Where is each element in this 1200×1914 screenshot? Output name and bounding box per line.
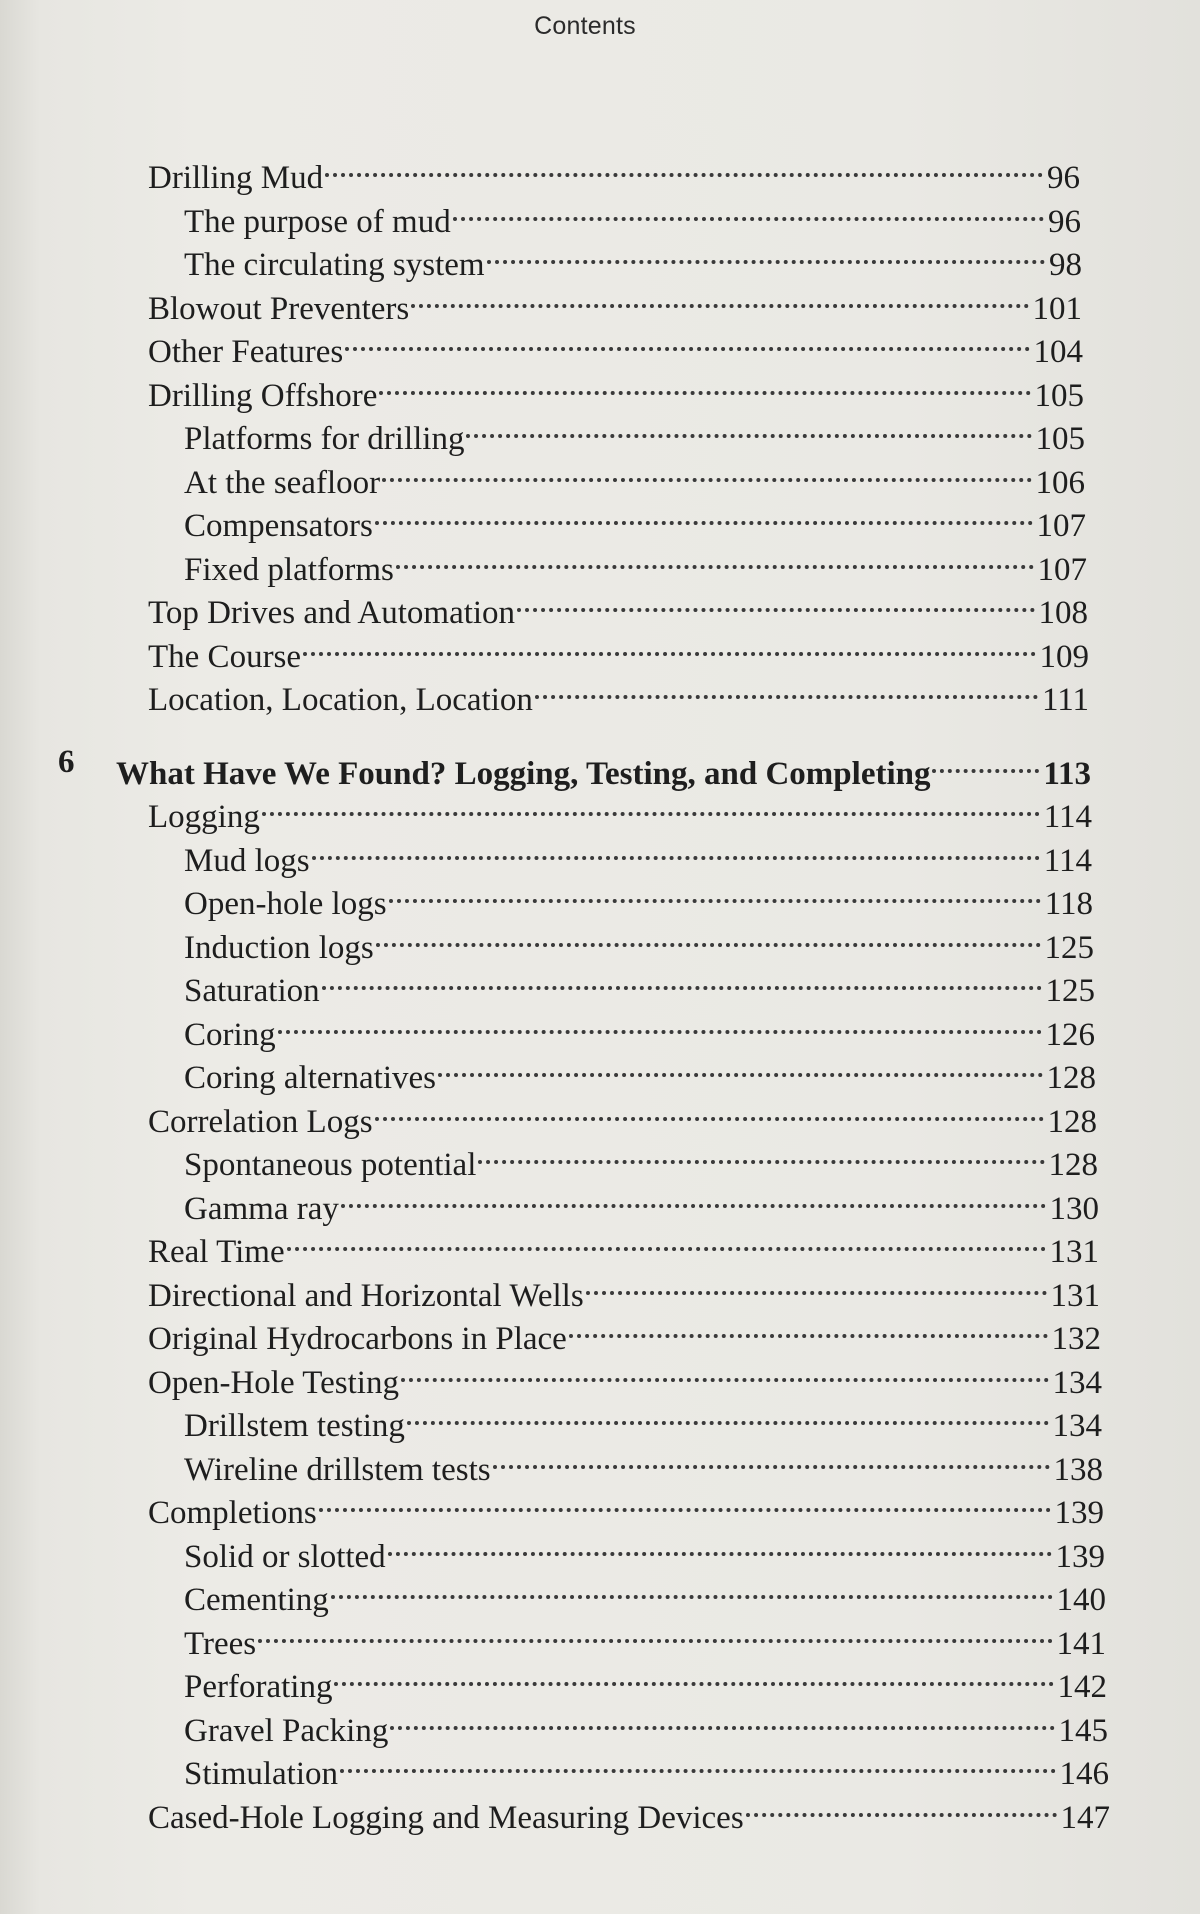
toc-entry-title: Drilling Offshore (148, 378, 378, 414)
dot-leader (746, 1784, 1057, 1828)
toc-page-number: 106 (1035, 465, 1085, 501)
toc-subsection-entry (184, 1131, 1098, 1183)
dot-leader (586, 1262, 1047, 1306)
toc-subsection-entry (184, 188, 1081, 240)
toc-page-number: 132 (1051, 1321, 1101, 1357)
toc-subsection-entry (184, 1044, 1096, 1096)
toc-page-number: 126 (1045, 1017, 1095, 1053)
dot-leader (388, 1523, 1052, 1567)
toc-entry-title: Platforms for drilling (184, 421, 465, 457)
toc-entry-title: Gravel Packing (184, 1713, 389, 1749)
dot-leader (334, 1653, 1053, 1697)
toc-section-entry (148, 1349, 1102, 1401)
toc-entry-title: Original Hydrocarbons in Place (148, 1321, 567, 1357)
dot-leader (478, 1131, 1044, 1175)
dot-leader (287, 1218, 1046, 1262)
toc-entry-title: Gamma ray (184, 1191, 339, 1227)
toc-entry-title: Induction logs (184, 930, 374, 966)
toc-page-number: 96 (1047, 160, 1080, 196)
toc-entry-title: The purpose of mud (184, 204, 451, 240)
toc-section-entry (148, 1479, 1104, 1531)
toc-entry-title: Open-Hole Testing (148, 1365, 399, 1401)
dot-leader (379, 362, 1030, 406)
dot-leader (331, 1566, 1053, 1610)
dot-leader (382, 449, 1031, 493)
toc-section-entry (148, 275, 1082, 327)
toc-page-number: 109 (1039, 639, 1089, 675)
dot-leader (258, 1610, 1052, 1654)
running-head: Contents (534, 12, 636, 40)
dot-leader (438, 1044, 1042, 1088)
toc-subsection-entry (184, 231, 1082, 283)
toc-page-number: 105 (1035, 421, 1085, 457)
toc-entry-title: Wireline drillstem tests (184, 1452, 491, 1488)
toc-page-number: 139 (1055, 1539, 1105, 1575)
toc-subsection-entry (184, 1175, 1099, 1227)
toc-page-number: 101 (1032, 291, 1082, 327)
toc-entry-title: Fixed platforms (184, 552, 394, 588)
toc-subsection-entry (184, 1001, 1095, 1053)
toc-entry-title: Drillstem testing (184, 1408, 405, 1444)
toc-entry-title: Mud logs (184, 843, 310, 879)
toc-entry-title: Location, Location, Location (148, 682, 533, 718)
toc-subsection-entry (184, 1653, 1107, 1705)
dot-leader (376, 914, 1041, 958)
dot-leader (345, 318, 1029, 362)
toc-entry-title: Top Drives and Automation (148, 595, 516, 631)
dot-leader (278, 1001, 1042, 1045)
toc-page-number: 131 (1049, 1234, 1099, 1270)
toc-page-number: 98 (1049, 247, 1082, 283)
toc-entry-title: Spontaneous potential (184, 1147, 477, 1183)
dot-leader (569, 1305, 1048, 1349)
toc-page-number: 114 (1043, 843, 1092, 879)
dot-leader (401, 1349, 1049, 1393)
toc-entry-title: Stimulation (184, 1756, 339, 1792)
toc-page-number: 128 (1046, 1060, 1096, 1096)
toc-page-number: 138 (1053, 1452, 1103, 1488)
dot-leader (487, 231, 1045, 275)
dot-leader (535, 666, 1038, 710)
toc-page-number: 105 (1034, 378, 1084, 414)
dot-leader (322, 957, 1042, 1001)
toc-page-number: 130 (1049, 1191, 1099, 1227)
toc-subsection-entry (184, 449, 1085, 501)
toc-subsection-entry (184, 827, 1092, 879)
dot-leader (411, 275, 1028, 319)
toc-subsection-entry (184, 914, 1094, 966)
dot-leader (389, 870, 1041, 914)
toc-page-number: 125 (1044, 930, 1094, 966)
toc-section-entry (148, 666, 1089, 718)
toc-chapter-entry (58, 740, 1091, 792)
toc-entry-title: Real Time (148, 1234, 285, 1270)
dot-leader (341, 1175, 1046, 1219)
toc-section-entry (148, 318, 1083, 370)
toc-page-number: 134 (1052, 1365, 1102, 1401)
toc-page-number: 108 (1038, 595, 1088, 631)
toc-subsection-entry (184, 1523, 1105, 1575)
toc-section-entry (148, 362, 1084, 414)
toc-page-number: 141 (1056, 1626, 1106, 1662)
toc-page-number: 125 (1045, 973, 1095, 1009)
dot-leader (466, 405, 1031, 449)
toc-page-number: 107 (1036, 508, 1086, 544)
toc-section-entry (148, 1088, 1097, 1140)
toc-entry-title: Cementing (184, 1582, 329, 1618)
toc-page-number: 134 (1052, 1408, 1102, 1444)
toc-entry-title: The Course (148, 639, 302, 675)
toc-subsection-entry (184, 1740, 1109, 1792)
dot-leader (932, 740, 1039, 784)
toc-section-entry (148, 1218, 1099, 1270)
toc-entry-title: Drilling Mud (148, 160, 324, 196)
toc-entry-title: Cased-Hole Logging and Measuring Devices (148, 1800, 744, 1836)
toc-entry-title: Trees (184, 1626, 257, 1662)
dot-leader (396, 536, 1034, 580)
toc-entry-title: Compensators (184, 508, 373, 544)
toc-section-entry (148, 1305, 1101, 1357)
toc-section-entry (148, 1262, 1100, 1314)
toc-entry-title: Blowout Preventers (148, 291, 410, 327)
toc-page-number: 113 (1043, 756, 1091, 792)
dot-leader (262, 783, 1040, 827)
toc-subsection-entry (184, 870, 1093, 922)
dot-leader (340, 1740, 1055, 1784)
toc-page-number: 147 (1060, 1800, 1110, 1836)
toc-entry-title: Saturation (184, 973, 320, 1009)
toc-entry-title: Logging (148, 799, 260, 835)
toc-entry-title: At the seafloor (184, 465, 381, 501)
chapter-number: 6 (58, 744, 75, 780)
toc-page-number: 140 (1056, 1582, 1106, 1618)
toc-page-number: 128 (1048, 1147, 1098, 1183)
toc-entry-title: The circulating system (184, 247, 485, 283)
toc-subsection-entry (184, 405, 1085, 457)
toc-entry-title: Perforating (184, 1669, 333, 1705)
toc-subsection-entry (184, 957, 1095, 1009)
toc-entry-title: Coring (184, 1017, 276, 1053)
toc-entry-title: Correlation Logs (148, 1104, 373, 1140)
dot-leader (493, 1436, 1050, 1480)
toc-entry-title: Coring alternatives (184, 1060, 437, 1096)
toc-section-entry (148, 144, 1080, 196)
toc-page-number: 114 (1043, 799, 1092, 835)
toc-page-number: 142 (1057, 1669, 1107, 1705)
toc-entry-title: Solid or slotted (184, 1539, 386, 1575)
dot-leader (517, 579, 1034, 623)
toc-page-number: 145 (1058, 1713, 1108, 1749)
dot-leader (407, 1392, 1049, 1436)
toc-section-entry (148, 783, 1092, 835)
toc-subsection-entry (184, 1436, 1103, 1488)
toc-page-number: 118 (1044, 886, 1093, 922)
toc-page-number: 146 (1059, 1756, 1109, 1792)
toc-subsection-entry (184, 1610, 1106, 1662)
toc-entry-title: What Have We Found? Logging, Testing, and Completing (116, 756, 931, 792)
dot-leader (375, 1088, 1044, 1132)
toc-page-number: 111 (1041, 682, 1089, 718)
toc-section-entry (148, 1784, 1110, 1836)
dot-leader (303, 623, 1035, 667)
toc-entry-title: Completions (148, 1495, 317, 1531)
dot-leader (325, 144, 1043, 188)
toc-section-entry (148, 623, 1089, 675)
toc-entry-title: Other Features (148, 334, 344, 370)
toc-subsection-entry (184, 536, 1087, 588)
dot-leader (312, 827, 1040, 871)
toc-subsection-entry (184, 1566, 1106, 1618)
toc-entry-title: Directional and Horizontal Wells (148, 1278, 584, 1314)
toc-page-number: 107 (1037, 552, 1087, 588)
toc-section-entry (148, 579, 1088, 631)
dot-leader (319, 1479, 1051, 1523)
toc-page-number: 139 (1054, 1495, 1104, 1531)
toc-page-number: 104 (1033, 334, 1083, 370)
toc-subsection-entry (184, 1392, 1102, 1444)
toc-page-number: 131 (1050, 1278, 1100, 1314)
toc-page-number: 96 (1048, 204, 1081, 240)
dot-leader (390, 1697, 1054, 1741)
toc-entry-title: Open-hole logs (184, 886, 387, 922)
toc-subsection-entry (184, 492, 1086, 544)
dot-leader (375, 492, 1033, 536)
dot-leader (453, 188, 1044, 232)
toc-subsection-entry (184, 1697, 1108, 1749)
toc-page-number: 128 (1047, 1104, 1097, 1140)
